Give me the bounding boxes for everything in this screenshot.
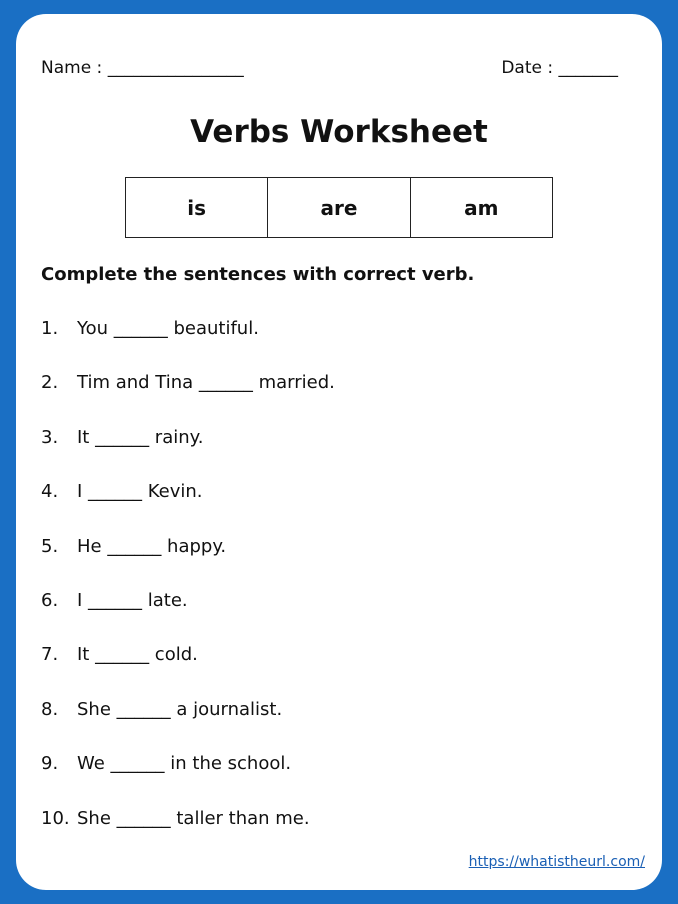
- question-text: It ______ cold.: [77, 644, 198, 666]
- page-title: Verbs Worksheet: [190, 114, 488, 150]
- question-item: [41, 481, 335, 535]
- question-text: It ______ rainy.: [77, 426, 204, 448]
- question-number: 5.: [41, 535, 59, 557]
- question-item: [41, 753, 335, 807]
- name-field: Name : ________________: [41, 58, 244, 78]
- header-row: [41, 58, 618, 82]
- word-bank-cell-am: am: [410, 178, 552, 237]
- question-text: He ______ happy.: [77, 535, 227, 557]
- question-item: [41, 318, 335, 372]
- word-bank-cell-is: is: [187, 195, 207, 220]
- question-number: 8.: [41, 698, 59, 720]
- question-number: 3.: [41, 426, 59, 448]
- question-item: [41, 808, 335, 862]
- question-number: 10.: [41, 807, 70, 829]
- question-text: Tim and Tina ______ married.: [77, 372, 335, 394]
- question-number: 6.: [41, 589, 59, 611]
- question-text: She ______ a journalist.: [77, 698, 283, 720]
- question-text: You ______ beautiful.: [77, 318, 259, 339]
- word-bank-cell-are: are: [267, 178, 409, 237]
- word-bank-table: [125, 177, 553, 238]
- question-item: [41, 536, 335, 590]
- question-text: She ______ taller than me.: [77, 807, 310, 829]
- question-text: We ______ in the school.: [77, 753, 292, 775]
- source-link[interactable]: https://whatistheurl.com/: [468, 854, 645, 870]
- instruction-text: Complete the sentences with correct verb.: [41, 264, 475, 285]
- worksheet-page: [16, 14, 662, 890]
- question-item: [41, 590, 335, 644]
- question-number: 9.: [41, 753, 59, 775]
- question-item: [41, 644, 335, 698]
- question-number: 2.: [41, 372, 59, 394]
- question-number: 7.: [41, 644, 59, 666]
- question-item: [41, 372, 335, 426]
- question-text: I ______ Kevin.: [77, 481, 203, 503]
- question-list: [41, 318, 335, 862]
- question-item: [41, 699, 335, 753]
- question-text: I ______ late.: [77, 589, 188, 611]
- question-number: 1.: [41, 318, 59, 339]
- date-field: Date : _______: [501, 58, 618, 78]
- question-number: 4.: [41, 481, 59, 503]
- question-item: [41, 427, 335, 481]
